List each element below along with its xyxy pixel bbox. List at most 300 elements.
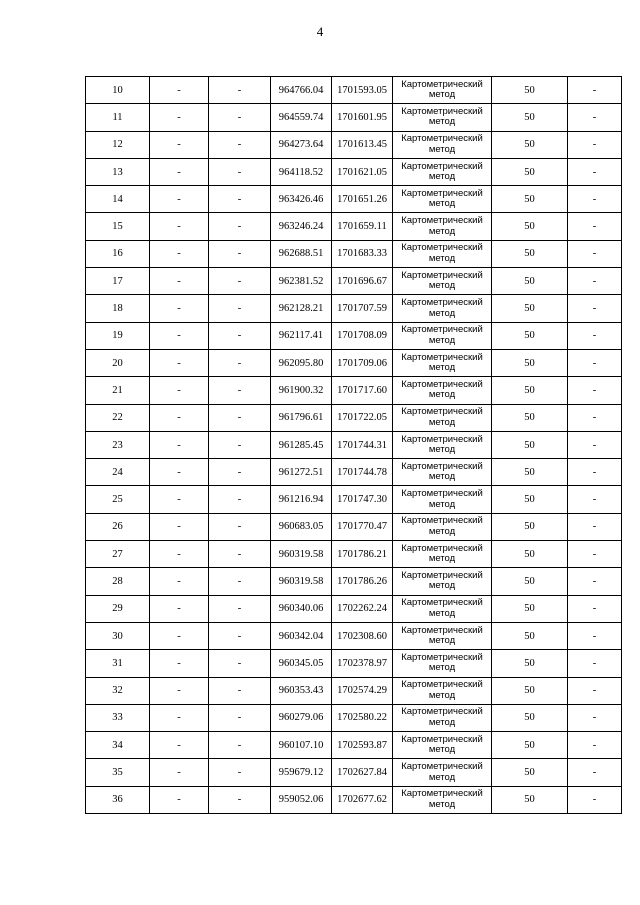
method-label-line2: метод <box>428 444 456 455</box>
method-cell <box>393 486 492 513</box>
point-number-cell: 13 <box>86 158 150 185</box>
method-label-line2: метод <box>428 635 456 647</box>
method-label-line1: Картометрический <box>401 324 483 336</box>
table-row <box>86 158 622 185</box>
point-number-cell: 19 <box>86 322 150 349</box>
table-row <box>86 595 622 622</box>
accuracy-cell: 50 <box>492 650 568 677</box>
description-cell: - <box>568 650 622 677</box>
x-coordinate-cell: 964766.04 <box>271 77 332 104</box>
table-row <box>86 268 622 295</box>
description-cell: - <box>568 704 622 731</box>
empty-y-cell: - <box>209 404 271 431</box>
x-coordinate-cell: 964118.52 <box>271 158 332 185</box>
point-number-cell: 14 <box>86 186 150 213</box>
method-cell <box>393 650 492 677</box>
point-number-cell: 20 <box>86 349 150 376</box>
method-label-line1: Картометрический <box>401 733 483 745</box>
table-row <box>86 622 622 649</box>
method-cell <box>393 295 492 322</box>
y-coordinate-cell: 1701613.45 <box>332 131 393 158</box>
point-number-cell: 10 <box>86 77 150 104</box>
empty-y-cell: - <box>209 213 271 240</box>
method-label-line1: Картометрический <box>401 378 483 390</box>
x-coordinate-cell: 961796.61 <box>271 404 332 431</box>
method-label-line2: метод <box>428 116 456 128</box>
description-cell: - <box>568 568 622 595</box>
empty-x-cell: - <box>150 704 209 731</box>
y-coordinate-cell: 1701683.33 <box>332 240 393 267</box>
x-coordinate-cell: 960279.06 <box>271 704 332 731</box>
x-coordinate-cell: 962095.80 <box>271 349 332 376</box>
empty-y-cell: - <box>209 595 271 622</box>
point-number-cell: 17 <box>86 268 150 295</box>
empty-y-cell: - <box>209 431 271 458</box>
empty-y-cell: - <box>209 541 271 568</box>
y-coordinate-cell: 1701709.06 <box>332 349 393 376</box>
table-row <box>86 131 622 158</box>
empty-y-cell: - <box>209 377 271 404</box>
method-label-line1: Картометрический <box>401 187 483 199</box>
y-coordinate-cell: 1701744.78 <box>332 459 393 486</box>
accuracy-cell: 50 <box>492 759 568 786</box>
method-label-line2: метод <box>428 389 456 401</box>
x-coordinate-cell: 963426.46 <box>271 186 332 213</box>
method-label-line2: метод <box>428 143 456 155</box>
description-cell: - <box>568 404 622 431</box>
y-coordinate-cell: 1701722.05 <box>332 404 393 431</box>
empty-y-cell: - <box>209 322 271 349</box>
empty-x-cell: - <box>150 295 209 322</box>
method-label-line2: метод <box>428 225 456 237</box>
accuracy-cell: 50 <box>492 459 568 486</box>
method-label-line1: Картометрический <box>401 215 483 227</box>
empty-x-cell: - <box>150 240 209 267</box>
description-cell: - <box>568 622 622 649</box>
method-label-line2: метод <box>428 416 456 428</box>
y-coordinate-cell: 1702574.29 <box>332 677 393 704</box>
method-label-line2: метод <box>428 252 456 264</box>
method-label-line1: Картометрический <box>401 597 483 609</box>
method-cell <box>393 568 492 595</box>
point-number-cell: 36 <box>86 786 150 813</box>
empty-y-cell: - <box>209 677 271 704</box>
method-label-line2: метод <box>428 662 456 674</box>
point-number-cell: 30 <box>86 622 150 649</box>
method-label-line2: метод <box>428 525 456 537</box>
y-coordinate-cell: 1702580.22 <box>332 704 393 731</box>
table-row <box>86 404 622 431</box>
point-number-cell: 15 <box>86 213 150 240</box>
accuracy-cell: 50 <box>492 104 568 131</box>
method-cell <box>393 595 492 622</box>
table-row <box>86 486 622 513</box>
y-coordinate-cell: 1702593.87 <box>332 732 393 759</box>
method-cell <box>393 677 492 704</box>
method-cell <box>393 786 492 813</box>
method-label-line2: метод <box>428 771 456 783</box>
method-cell <box>393 104 492 131</box>
table-body <box>86 77 622 814</box>
description-cell: - <box>568 541 622 568</box>
x-coordinate-cell: 962117.41 <box>271 322 332 349</box>
description-cell: - <box>568 349 622 376</box>
y-coordinate-cell: 1702677.62 <box>332 786 393 813</box>
empty-x-cell: - <box>150 759 209 786</box>
empty-y-cell: - <box>209 704 271 731</box>
method-cell <box>393 732 492 759</box>
empty-y-cell: - <box>209 513 271 540</box>
table-row <box>86 732 622 759</box>
method-label-line1: Картометрический <box>401 242 483 254</box>
method-cell <box>393 704 492 731</box>
table-row <box>86 786 622 813</box>
accuracy-cell: 50 <box>492 541 568 568</box>
x-coordinate-cell: 960353.43 <box>271 677 332 704</box>
method-label-line2: метод <box>428 498 456 510</box>
method-cell <box>393 213 492 240</box>
empty-x-cell: - <box>150 622 209 649</box>
method-label-line1: Картометрический <box>401 624 483 636</box>
point-number-cell: 34 <box>86 732 150 759</box>
accuracy-cell: 50 <box>492 431 568 458</box>
description-cell: - <box>568 513 622 540</box>
y-coordinate-cell: 1701593.05 <box>332 77 393 104</box>
empty-x-cell: - <box>150 431 209 458</box>
point-number-cell: 23 <box>86 431 150 458</box>
description-cell: - <box>568 732 622 759</box>
x-coordinate-cell: 961216.94 <box>271 486 332 513</box>
empty-y-cell: - <box>209 732 271 759</box>
table-row <box>86 104 622 131</box>
empty-y-cell: - <box>209 240 271 267</box>
accuracy-cell: 50 <box>492 786 568 813</box>
point-number-cell: 12 <box>86 131 150 158</box>
description-cell: - <box>568 213 622 240</box>
accuracy-cell: 50 <box>492 486 568 513</box>
accuracy-cell: 50 <box>492 595 568 622</box>
x-coordinate-cell: 962128.21 <box>271 295 332 322</box>
accuracy-cell: 50 <box>492 377 568 404</box>
empty-x-cell: - <box>150 131 209 158</box>
empty-x-cell: - <box>150 786 209 813</box>
table-row <box>86 459 622 486</box>
empty-x-cell: - <box>150 459 209 486</box>
y-coordinate-cell: 1702627.84 <box>332 759 393 786</box>
accuracy-cell: 50 <box>492 732 568 759</box>
accuracy-cell: 50 <box>492 704 568 731</box>
method-label-line2: метод <box>428 798 456 810</box>
accuracy-cell: 50 <box>492 131 568 158</box>
method-label-line2: метод <box>428 334 456 346</box>
method-label-line2: метод <box>428 198 456 210</box>
method-label-line2: метод <box>428 689 456 701</box>
y-coordinate-cell: 1701696.67 <box>332 268 393 295</box>
x-coordinate-cell: 960319.58 <box>271 568 332 595</box>
point-number-cell: 31 <box>86 650 150 677</box>
x-coordinate-cell: 960107.10 <box>271 732 332 759</box>
method-cell <box>393 541 492 568</box>
x-coordinate-cell: 960319.58 <box>271 541 332 568</box>
method-cell <box>393 186 492 213</box>
method-label-line1: Картометрический <box>401 406 483 418</box>
method-label-line1: Картометрический <box>401 515 483 527</box>
point-number-cell: 35 <box>86 759 150 786</box>
point-number-cell: 28 <box>86 568 150 595</box>
method-label-line2: метод <box>428 471 456 483</box>
method-cell <box>393 349 492 376</box>
method-cell <box>393 759 492 786</box>
point-number-cell: 22 <box>86 404 150 431</box>
method-label-line1: Картометрический <box>401 78 483 90</box>
coordinates-table <box>85 76 622 814</box>
empty-x-cell: - <box>150 486 209 513</box>
empty-x-cell: - <box>150 349 209 376</box>
point-number-cell: 16 <box>86 240 150 267</box>
empty-x-cell: - <box>150 77 209 104</box>
table-row <box>86 677 622 704</box>
method-cell <box>393 240 492 267</box>
empty-y-cell: - <box>209 568 271 595</box>
point-number-cell: 29 <box>86 595 150 622</box>
method-label-line1: Картометрический <box>401 542 483 554</box>
point-number-cell: 11 <box>86 104 150 131</box>
method-label-line1: Картометрический <box>401 788 483 800</box>
method-label-line2: метод <box>428 89 456 101</box>
table-row <box>86 759 622 786</box>
method-label-line1: Картометрический <box>401 488 483 500</box>
y-coordinate-cell: 1701744.31 <box>332 431 393 458</box>
empty-y-cell: - <box>209 295 271 322</box>
page-number: 4 <box>316 24 324 39</box>
method-cell <box>393 404 492 431</box>
table-row <box>86 513 622 540</box>
y-coordinate-cell: 1701747.30 <box>332 486 393 513</box>
accuracy-cell: 50 <box>492 213 568 240</box>
method-label-line1: Картометрический <box>401 433 483 445</box>
table-row <box>86 349 622 376</box>
accuracy-cell: 50 <box>492 404 568 431</box>
accuracy-cell: 50 <box>492 677 568 704</box>
method-label-line2: метод <box>428 744 456 756</box>
y-coordinate-cell: 1701651.26 <box>332 186 393 213</box>
y-coordinate-cell: 1702378.97 <box>332 650 393 677</box>
method-label-line1: Картометрический <box>401 651 483 663</box>
empty-x-cell: - <box>150 322 209 349</box>
description-cell: - <box>568 377 622 404</box>
y-coordinate-cell: 1702308.60 <box>332 622 393 649</box>
description-cell: - <box>568 322 622 349</box>
method-label-line2: метод <box>428 716 456 728</box>
empty-y-cell: - <box>209 104 271 131</box>
point-number-cell: 25 <box>86 486 150 513</box>
x-coordinate-cell: 960345.05 <box>271 650 332 677</box>
x-coordinate-cell: 960342.04 <box>271 622 332 649</box>
empty-y-cell: - <box>209 759 271 786</box>
accuracy-cell: 50 <box>492 295 568 322</box>
empty-y-cell: - <box>209 650 271 677</box>
accuracy-cell: 50 <box>492 77 568 104</box>
description-cell: - <box>568 431 622 458</box>
table-row <box>86 541 622 568</box>
description-cell: - <box>568 786 622 813</box>
method-label-line1: Картометрический <box>401 269 483 281</box>
method-label-line1: Картометрический <box>401 569 483 581</box>
table-row <box>86 650 622 677</box>
table-row <box>86 295 622 322</box>
empty-x-cell: - <box>150 268 209 295</box>
table-row <box>86 568 622 595</box>
description-cell: - <box>568 295 622 322</box>
method-label-line1: Картометрический <box>401 706 483 718</box>
x-coordinate-cell: 962381.52 <box>271 268 332 295</box>
description-cell: - <box>568 677 622 704</box>
y-coordinate-cell: 1701707.59 <box>332 295 393 322</box>
description-cell: - <box>568 131 622 158</box>
y-coordinate-cell: 1701621.05 <box>332 158 393 185</box>
method-label-line2: метод <box>428 280 456 292</box>
point-number-cell: 32 <box>86 677 150 704</box>
description-cell: - <box>568 186 622 213</box>
x-coordinate-cell: 959052.06 <box>271 786 332 813</box>
description-cell: - <box>568 459 622 486</box>
point-number-cell: 24 <box>86 459 150 486</box>
description-cell: - <box>568 77 622 104</box>
method-cell <box>393 622 492 649</box>
description-cell: - <box>568 268 622 295</box>
y-coordinate-cell: 1701717.60 <box>332 377 393 404</box>
empty-y-cell: - <box>209 268 271 295</box>
accuracy-cell: 50 <box>492 240 568 267</box>
empty-y-cell: - <box>209 158 271 185</box>
table-row <box>86 431 622 458</box>
x-coordinate-cell: 962688.51 <box>271 240 332 267</box>
table-row <box>86 322 622 349</box>
empty-x-cell: - <box>150 677 209 704</box>
method-label-line1: Картометрический <box>401 297 483 309</box>
method-label-line1: Картометрический <box>401 351 483 363</box>
empty-y-cell: - <box>209 622 271 649</box>
description-cell: - <box>568 595 622 622</box>
method-label-line2: метод <box>428 607 456 619</box>
empty-y-cell: - <box>209 77 271 104</box>
method-cell <box>393 158 492 185</box>
point-number-cell: 18 <box>86 295 150 322</box>
empty-x-cell: - <box>150 595 209 622</box>
y-coordinate-cell: 1701770.47 <box>332 513 393 540</box>
empty-x-cell: - <box>150 732 209 759</box>
empty-y-cell: - <box>209 486 271 513</box>
x-coordinate-cell: 961272.51 <box>271 459 332 486</box>
accuracy-cell: 50 <box>492 186 568 213</box>
method-label-line1: Картометрический <box>401 460 483 472</box>
method-cell <box>393 131 492 158</box>
description-cell: - <box>568 759 622 786</box>
empty-x-cell: - <box>150 158 209 185</box>
point-number-cell: 33 <box>86 704 150 731</box>
method-label-line2: метод <box>428 553 456 565</box>
empty-x-cell: - <box>150 104 209 131</box>
description-cell: - <box>568 158 622 185</box>
method-cell <box>393 431 492 458</box>
accuracy-cell: 50 <box>492 622 568 649</box>
method-label-line2: метод <box>428 580 456 592</box>
point-number-cell: 26 <box>86 513 150 540</box>
point-number-cell: 21 <box>86 377 150 404</box>
empty-y-cell: - <box>209 459 271 486</box>
empty-x-cell: - <box>150 213 209 240</box>
y-coordinate-cell: 1701659.11 <box>332 213 393 240</box>
empty-x-cell: - <box>150 186 209 213</box>
description-cell: - <box>568 240 622 267</box>
accuracy-cell: 50 <box>492 158 568 185</box>
table-row <box>86 704 622 731</box>
empty-x-cell: - <box>150 568 209 595</box>
x-coordinate-cell: 961900.32 <box>271 377 332 404</box>
empty-y-cell: - <box>209 131 271 158</box>
point-number-cell: 27 <box>86 541 150 568</box>
method-label-line1: Картометрический <box>401 105 483 117</box>
method-cell <box>393 77 492 104</box>
y-coordinate-cell: 1701786.21 <box>332 541 393 568</box>
accuracy-cell: 50 <box>492 322 568 349</box>
method-label-line1: Картометрический <box>401 761 483 773</box>
method-label-line2: метод <box>428 362 456 374</box>
description-cell: - <box>568 104 622 131</box>
empty-x-cell: - <box>150 404 209 431</box>
table-row <box>86 77 622 104</box>
accuracy-cell: 50 <box>492 513 568 540</box>
table-row <box>86 186 622 213</box>
method-label-line1: Картометрический <box>401 133 483 145</box>
x-coordinate-cell: 960683.05 <box>271 513 332 540</box>
empty-x-cell: - <box>150 650 209 677</box>
x-coordinate-cell: 963246.24 <box>271 213 332 240</box>
empty-x-cell: - <box>150 541 209 568</box>
method-cell <box>393 459 492 486</box>
method-cell <box>393 322 492 349</box>
table-row <box>86 377 622 404</box>
accuracy-cell: 50 <box>492 568 568 595</box>
x-coordinate-cell: 964559.74 <box>271 104 332 131</box>
empty-x-cell: - <box>150 377 209 404</box>
y-coordinate-cell: 1701601.95 <box>332 104 393 131</box>
y-coordinate-cell: 1701708.09 <box>332 322 393 349</box>
table-row <box>86 213 622 240</box>
empty-y-cell: - <box>209 786 271 813</box>
method-label-line2: метод <box>428 307 456 319</box>
y-coordinate-cell: 1702262.24 <box>332 595 393 622</box>
accuracy-cell: 50 <box>492 268 568 295</box>
table-row <box>86 240 622 267</box>
x-coordinate-cell: 964273.64 <box>271 131 332 158</box>
description-cell: - <box>568 486 622 513</box>
y-coordinate-cell: 1701786.26 <box>332 568 393 595</box>
method-cell <box>393 268 492 295</box>
method-label-line1: Картометрический <box>401 679 483 691</box>
empty-y-cell: - <box>209 186 271 213</box>
method-label-line2: метод <box>428 171 456 183</box>
empty-y-cell: - <box>209 349 271 376</box>
empty-x-cell: - <box>150 513 209 540</box>
method-cell <box>393 513 492 540</box>
x-coordinate-cell: 960340.06 <box>271 595 332 622</box>
x-coordinate-cell: 959679.12 <box>271 759 332 786</box>
x-coordinate-cell: 961285.45 <box>271 431 332 458</box>
method-label-line1: Картометрический <box>401 160 483 172</box>
accuracy-cell: 50 <box>492 349 568 376</box>
method-cell <box>393 377 492 404</box>
